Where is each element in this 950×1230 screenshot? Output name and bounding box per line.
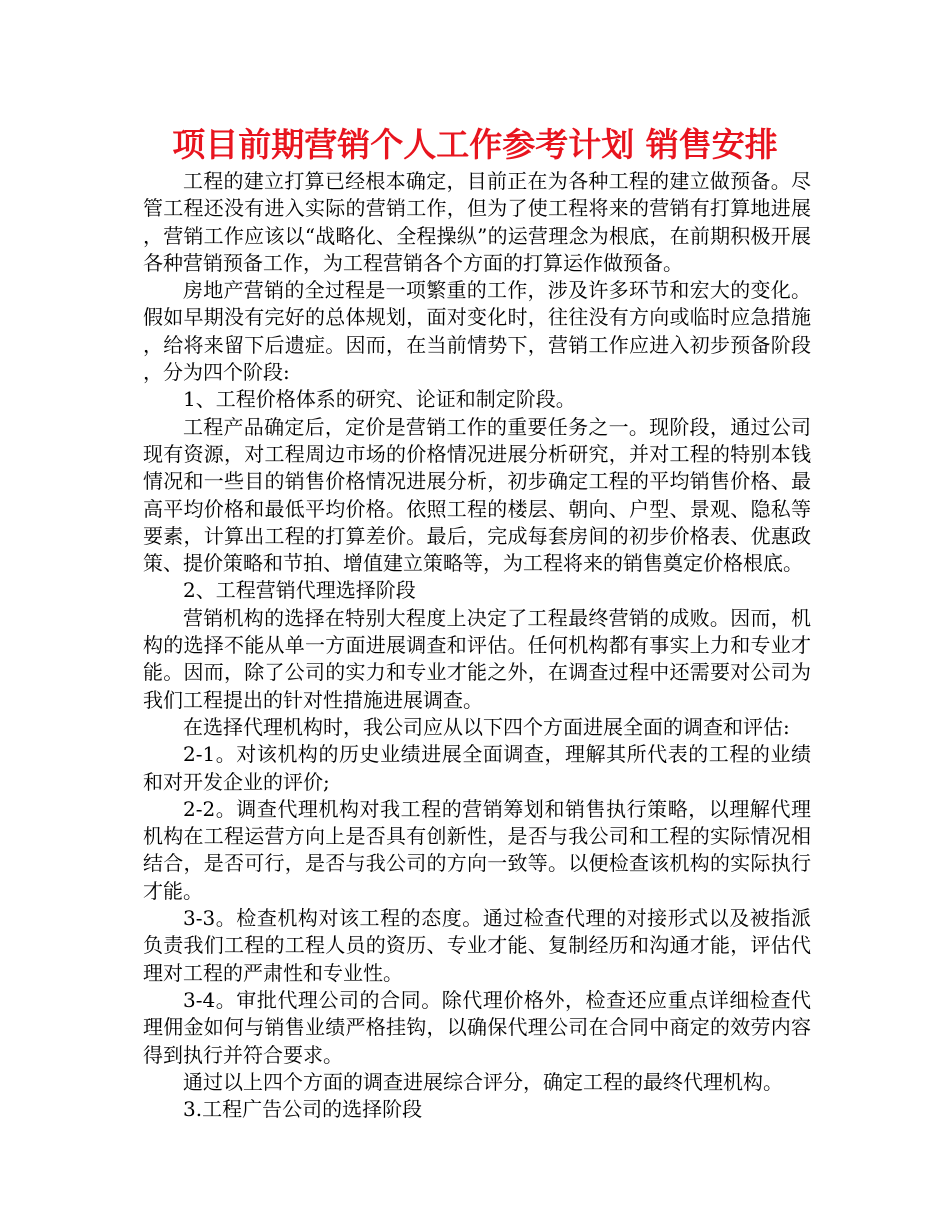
paragraph: 在选择代理机构时，我公司应从以下四个方面进展全面的调查和评估: (183, 714, 790, 739)
paragraph: 营销机构的选择在特别大程度上决定了工程最终营销的成败。因而，机构的选择不能从单一方面进展调查和评估。任何机构都有事实上力和专业才能。因而，除了公司的实力和专业才能之外，在调查过程中还需要对公司为我们工程提出的针对性措施进展调查。 (143, 605, 811, 712)
section-heading: 2、工程营销代理选择阶段 (183, 578, 416, 603)
list-item: 2-2。调查代理机构对我工程的营销筹划和销售执行策略，以理解代理机构在工程运营方向上是否具有创新性，是否与我公司和工程的实际情况相结合，是否可行，是否与我公司的方向一致等。以便检查该机构的实际执行才能。 (143, 796, 811, 903)
list-item: 3-3。检查机构对该工程的态度。通过检查代理的对接形式以及被指派负责我们工程的工程人员的资历、专业才能、复制经历和沟通才能，评估代理对工程的严肃性和专业性。 (143, 906, 811, 985)
section-heading: 1、工程价格体系的研究、论证和制定阶段。 (183, 387, 576, 412)
list-item: 3-4。审批代理公司的合同。除代理价格外，检查还应重点详细检查代理佣金如何与销售业绩严格挂钩，以确保代理公司在合同中商定的效劳内容得到执行并符合要求。 (143, 987, 811, 1067)
paragraph: 工程产品确定后，定价是营销工作的重要任务之一。现阶段，通过公司现有资源，对工程周边市场的价格情况进展分析研究，并对工程的特别本钱情况和一些目的销售价格情况进展分析，初步确定工程的平均销售价格、最高平均价格和最低平均价格。依照工程的楼层、朝向、户型、景观、隐私等要素，计算出工程的打算差价。最后，完成每套房间的初步价格表、优惠政策、提价策略和节拍、增值建立策略等，为工程将来的销售奠定价格根底。 (143, 414, 811, 576)
paragraph: 房地产营销的全过程是一项繁重的工作，涉及许多环节和宏大的变化。假如早期没有完好的总体规划，面对变化时，往往没有方向或临时应急措施，给将来留下后遗症。因而，在当前情势下，营销工作应进入初步预备阶段，分为四个阶段: (143, 278, 811, 385)
document-title: 项目前期营销个人工作参考计划 销售安排 (172, 125, 778, 164)
list-item: 2-1。对该机构的历史业绩进展全面调查，理解其所代表的工程的业绩和对开发企业的评价; (143, 742, 811, 794)
section-heading: 3.工程广告公司的选择阶段 (183, 1097, 423, 1122)
paragraph: 通过以上四个方面的调查进展综合评分，确定工程的最终代理机构。 (183, 1069, 783, 1094)
document-body (143, 168, 811, 1123)
paragraph: 工程的建立打算已经根本确定，目前正在为各种工程的建立做预备。尽管工程还没有进入实际的营销工作，但为了使工程将来的营销有打算地进展，营销工作应该以“战略化、全程操纵”的运营理念为根底，在前期积极开展各种营销预备工作，为工程营销各个方面的打算运作做预备。 (143, 169, 811, 275)
